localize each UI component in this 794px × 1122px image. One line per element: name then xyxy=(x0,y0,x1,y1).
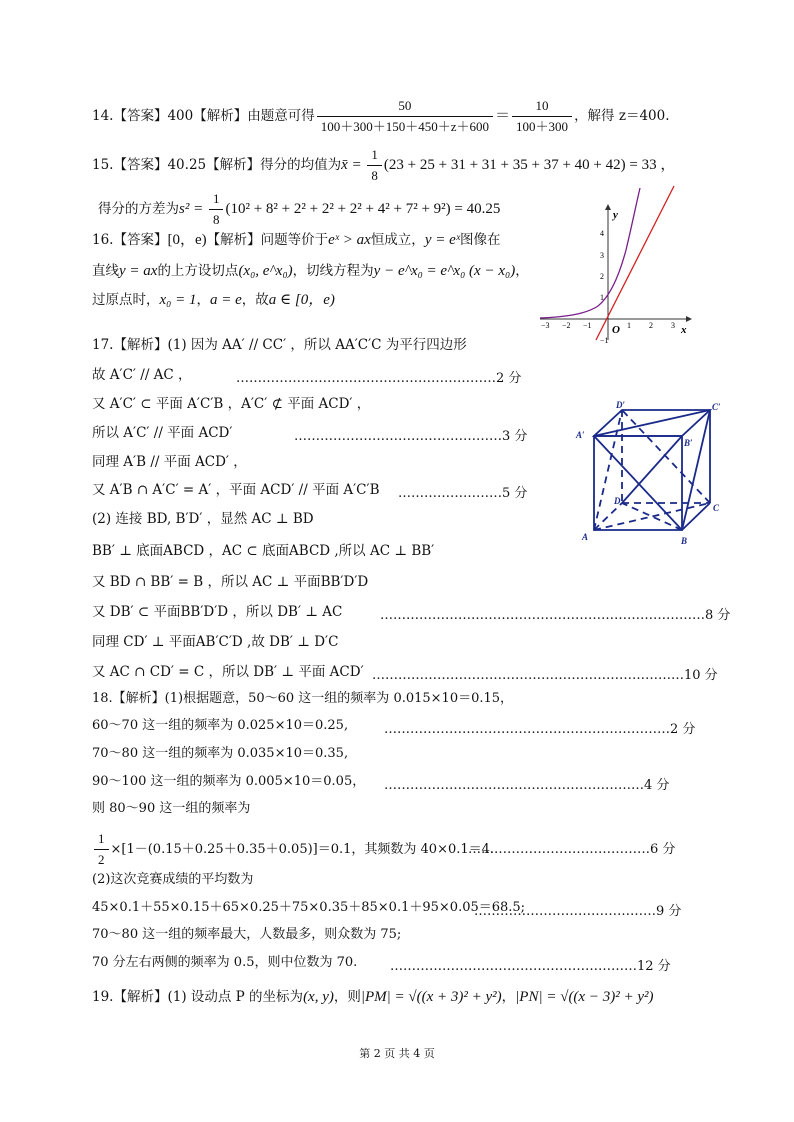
q15-mean-den: 8 xyxy=(367,165,382,185)
q17-line-11: 同理 CD′ ⊥ 平面AB′C′D ,故 DB′ ⊥ D′C xyxy=(92,634,339,650)
q16-l2-b: 的上方设切点 xyxy=(157,263,239,279)
q18-score-9: ……………………………………9 分 xyxy=(474,904,682,919)
q17-line-10: 又 DB′ ⊂ 平面BB′D′D ，所以 DB′ ⊥ AC xyxy=(92,604,343,620)
q16-b: 【解析】问题等价于 xyxy=(206,232,329,248)
cube-line-c1b xyxy=(682,410,710,530)
q15-var-prefix: 得分的方差为 xyxy=(98,201,179,217)
q18-line-6-text: ×[1－(0.15＋0.25＋0.35＋0.05)]＝0.1，其频数为 40×0.1＝4. xyxy=(110,842,495,857)
q16-c: 恒成立， xyxy=(370,232,425,248)
graph-y-label: y xyxy=(613,209,618,221)
cube-label-d: D xyxy=(614,496,621,506)
q16-l3-a2: a = e xyxy=(210,292,242,308)
q18-score-4: ……………………………………………………4 分 xyxy=(384,778,670,793)
x-tick-label: −2 xyxy=(562,321,571,330)
q17-line-3: 又 A′C′ ⊂ 平面 A′C′B ，A′C′ ⊄ 平面 ACD′ ， xyxy=(92,396,371,412)
q17-score-10: ………………………………………………………………10 分 xyxy=(372,668,718,683)
q18-line-4: 90～100 这一组的频率为 0.005×10＝0.05， xyxy=(92,774,366,789)
q15-prefix: 15.【答案】40.25【解析】得分的均值为 xyxy=(92,157,342,173)
q17-line-9: 又 BD ∩ BB′ = B ，所以 AC ⊥ 平面BB′D′D xyxy=(92,574,369,590)
q17-line-8: BB′ ⊥ 底面ABCD ，AC ⊂ 底面ABCD ,所以 AC ⊥ BB′ xyxy=(92,543,435,559)
q16-l3-sep: ， xyxy=(196,292,210,308)
y-tick-label: 2 xyxy=(600,272,604,281)
q15-mean-num: 1 xyxy=(371,147,378,162)
cube-label-a1: A′ xyxy=(576,430,585,440)
q14-equals: ＝ xyxy=(495,108,511,124)
q14-text: 14.【答案】400【解析】由题意可得 xyxy=(92,108,315,124)
x-tick-label: 3 xyxy=(671,321,675,330)
q18-line-8: 45×0.1＋55×0.15＋65×0.25＋75×0.35＋85×0.1＋95×0.05＝68.5; xyxy=(92,900,526,915)
q15-line-2 xyxy=(98,190,500,229)
q18-score-6: ……………………………………6 分 xyxy=(468,842,676,857)
q17-line-5: 同理 A′B // 平面 ACD′ ， xyxy=(92,454,247,470)
q17-score-2: ……………………………………………………2 分 xyxy=(236,371,522,386)
q18-line-1: 18.【解析】(1)根据题意，50～60 这一组的频率为 0.015×10＝0.15， xyxy=(92,691,514,706)
x-tick-label: −1 xyxy=(583,321,592,330)
q14-fraction-1 xyxy=(317,97,493,136)
q15-mean-fraction xyxy=(367,146,382,185)
q18-line-10: 70 分左右两侧的频率为 0.5，则中位数为 70. xyxy=(92,955,358,970)
q16-fn: y = eˣ xyxy=(424,232,460,248)
q16-l3-a: 过原点时， xyxy=(92,292,160,308)
q19-pn: |PN| = √((x − 3)² + y²) xyxy=(515,989,654,1005)
q17-line-12: 又 AC ∩ CD′ = C ，所以 DB′ ⊥ 平面 ACD′ xyxy=(92,664,364,680)
q16-a: 16.【答案】 xyxy=(92,232,168,248)
cube-figure xyxy=(570,398,730,548)
q14-fraction-2 xyxy=(512,97,572,136)
q16-ineq: eˣ > ax xyxy=(328,232,371,248)
cube-label-a: A xyxy=(582,532,589,542)
page-footer: 第 2 页 共 4 页 xyxy=(359,1047,435,1060)
q18-score-2: …………………………………………………………2 分 xyxy=(384,722,696,737)
q16-d: 图像在 xyxy=(459,232,501,248)
cube-label-c: C xyxy=(713,503,720,513)
q16-line-2 xyxy=(92,262,529,280)
q14-frac2-num: 10 xyxy=(535,98,549,113)
q18-half-den: 2 xyxy=(94,849,109,869)
q16-l2-pt: (x₀, e^x₀) xyxy=(238,263,293,279)
q14-frac2-den: 100＋300 xyxy=(512,116,572,136)
y-tick-label: 1 xyxy=(600,293,604,302)
graph-origin-label: O xyxy=(612,324,620,336)
q15-mean-rhs: (23 + 25 + 31 + 31 + 35 + 37 + 40 + 42) = 33 ， xyxy=(383,157,676,173)
graph-y-arrow xyxy=(605,204,611,210)
q16-answer: [0，e) xyxy=(167,232,207,248)
x-tick-label: −3 xyxy=(541,321,550,330)
q16-line-3 xyxy=(92,291,335,309)
q19-sep: ， xyxy=(501,989,516,1005)
y-tick-label: 4 xyxy=(600,229,604,238)
q16-l2-eq: y − e^x₀ = e^x₀ (x − x₀) xyxy=(373,263,516,279)
q17-line-7: (2) 连接 BD, B′D′ ，显然 AC ⊥ BD xyxy=(92,511,314,527)
q16-l3-b: ，故 xyxy=(241,292,269,308)
q18-line-6 xyxy=(92,830,494,869)
exp-graph xyxy=(536,180,696,350)
q15-var-lhs: s² = xyxy=(179,201,207,217)
cube-hidden-ad1 xyxy=(594,410,622,530)
q15-var-rhs: (10² + 8² + 2² + 2² + 2² + 4² + 7² + 9²) = 40.25 xyxy=(225,201,501,217)
graph-x-arrow xyxy=(686,316,692,322)
q18-line-2: 60～70 这一组的频率为 0.025×10＝0.25, xyxy=(92,718,349,733)
q17-line-2: 故 A′C′ // AC ， xyxy=(92,367,192,383)
q17-line-4: 所以 A′C′ // 平面 ACD′ xyxy=(92,425,233,441)
x-tick-label: 2 xyxy=(649,321,653,330)
cube-hidden-ac xyxy=(594,503,710,530)
y-tick-label: −1 xyxy=(600,336,609,345)
q18-line-3: 70～80 这一组的频率为 0.035×10＝0.35, xyxy=(92,746,349,761)
cube-line-a1c1 xyxy=(594,410,710,436)
q18-line-9: 70～80 这一组的频率最大，人数最多，则众数为 75; xyxy=(92,927,402,942)
q16-l2-d: ， xyxy=(515,263,529,279)
q15-mean-lhs: x̄ = xyxy=(341,157,366,173)
q16-l2-a: 直线 xyxy=(92,263,119,279)
q18-line-5: 则 80～90 这一组的频率为 xyxy=(92,801,251,816)
q19-a: 19.【解析】(1) 设动点 P 的坐标为 xyxy=(92,989,304,1005)
cube-label-b: B xyxy=(681,536,688,546)
q18-line-7: (2)这次竞赛成绩的平均数为 xyxy=(92,872,254,887)
q18-half-fraction xyxy=(94,830,109,869)
q18-score-12: …………………………………………………12 分 xyxy=(390,959,671,974)
q19-b: ，则 xyxy=(333,989,361,1005)
q17-line-1: 17.【解析】(1) 因为 AA′ // CC′ ，所以 AA′C′C 为平行四边形 xyxy=(92,337,467,353)
x-tick-label: 1 xyxy=(627,321,631,330)
cube-edge-bc xyxy=(682,503,710,530)
q14-line xyxy=(92,97,670,136)
q15-var-num: 1 xyxy=(212,191,220,206)
q18-half-num: 1 xyxy=(98,831,105,846)
cube-label-c1: C′ xyxy=(712,402,721,412)
exp-curve xyxy=(540,188,640,318)
q17-line-6: 又 A′B ∩ A′C′ = A′ ，平面 ACD′ // 平面 A′C′B xyxy=(92,482,380,498)
q14-frac1-den: 100＋300＋150＋450＋z＋600 xyxy=(317,116,493,136)
q19-line-1 xyxy=(92,988,653,1006)
graph-x-label: x xyxy=(681,324,687,336)
q17-score-5: ……………………5 分 xyxy=(398,486,528,501)
q17-score-3: …………………………………………3 分 xyxy=(294,429,528,444)
q15-var-fraction xyxy=(209,190,224,229)
cube-hidden-bd xyxy=(622,503,682,530)
q16-l2-c: ，切线方程为 xyxy=(292,263,374,279)
q14-tail: ，解得 z＝400. xyxy=(574,108,670,124)
q16-l3-ans: a ∈ [0，e) xyxy=(268,292,335,308)
q14-frac1-num: 50 xyxy=(398,98,412,113)
q16-l2-line: y = ax xyxy=(119,263,158,279)
y-tick-label: 3 xyxy=(600,251,604,260)
q19-pm: |PM| = √((x + 3)² + y²) xyxy=(360,989,502,1005)
cube-line-db1 xyxy=(622,436,682,503)
q17-score-8: …………………………………………………………………8 分 xyxy=(380,608,731,623)
q15-var-den: 8 xyxy=(209,209,224,229)
q19-point: (x, y) xyxy=(303,989,334,1005)
cube-label-b1: B′ xyxy=(684,438,693,448)
q16-line-1 xyxy=(92,231,500,249)
q16-l3-x0: x₀ = 1 xyxy=(159,292,197,308)
cube-label-d1: D′ xyxy=(616,400,626,410)
